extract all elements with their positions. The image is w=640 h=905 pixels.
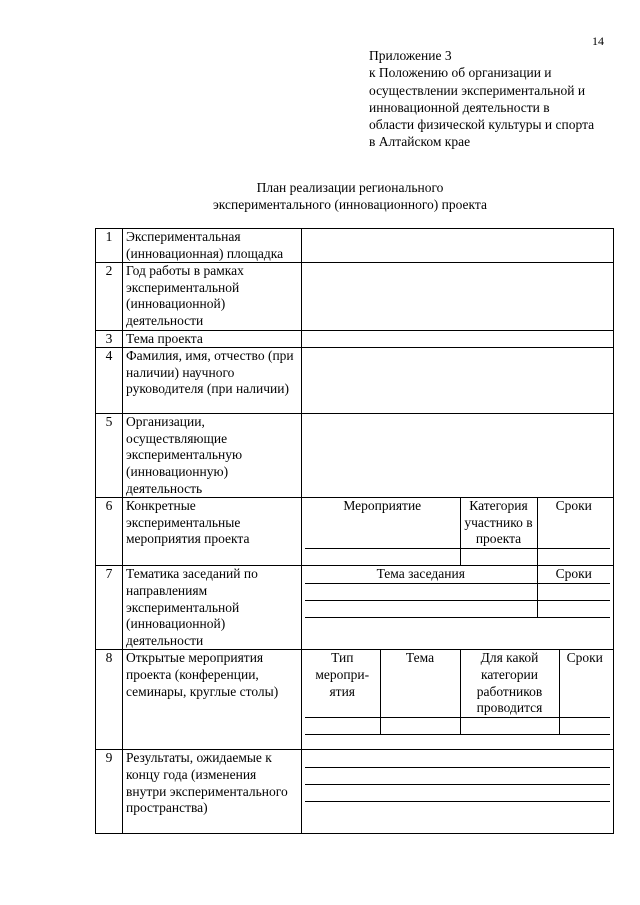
row-label: Год работы в рамках экспериментальной (инновационной) деятельности [123, 263, 302, 330]
table-row [96, 330, 614, 348]
row-label: Тематика заседаний по направлениям экспериментальной (инновационной) деятельности [123, 566, 302, 650]
meetings-subtable [305, 566, 610, 618]
empty-cell [460, 548, 537, 565]
empty-cell [537, 584, 610, 601]
column-header: Категория участнико в проекта [460, 498, 537, 548]
plan-table [95, 228, 614, 834]
results-subtable [305, 750, 610, 802]
column-header: Сроки [537, 498, 610, 548]
events-subtable [305, 650, 610, 734]
column-header: Тип меропри-ятия [305, 650, 380, 717]
column-header: Тема [380, 650, 460, 717]
row-label: Фамилия, имя, отчество (при наличии) научного руководителя (при наличии) [123, 348, 302, 414]
annex-line: осуществлении экспериментальной и [369, 82, 586, 98]
value-cell [302, 348, 614, 414]
value-cell [302, 229, 614, 263]
empty-cell [305, 548, 460, 565]
table-row [96, 414, 614, 498]
empty-cell [305, 767, 610, 784]
empty-cell [380, 717, 460, 734]
empty-cell [305, 784, 610, 801]
empty-cell [460, 734, 559, 735]
row-label: Организации, осуществляющие экспериментальную (инновационную) деятельность [123, 414, 302, 498]
row-label: Открытые мероприятия проекта (конференции, семинары, круглые столы) [123, 650, 302, 750]
annex-line: Приложение 3 [369, 48, 452, 63]
row-number: 7 [96, 566, 123, 650]
empty-cell [305, 801, 610, 802]
activities-subtable [305, 498, 610, 565]
annex-line: в Алтайском крае [369, 134, 471, 150]
empty-cell [460, 717, 559, 734]
table-row [96, 348, 614, 414]
column-header: Мероприятие [305, 498, 460, 548]
row-number: 8 [96, 650, 123, 750]
document-title [0, 179, 640, 213]
page-number: 14 [592, 34, 604, 48]
row-label: Конкретные экспериментальные мероприятия проекта [123, 498, 302, 566]
meetings-subtable-cell [302, 566, 614, 650]
empty-cell [305, 750, 610, 767]
row-number: 4 [96, 348, 123, 414]
column-header: Сроки [537, 566, 610, 583]
table-row [96, 650, 614, 750]
value-cell [302, 330, 614, 348]
annex-line: инновационной деятельности в [369, 99, 550, 115]
table-row [96, 229, 614, 263]
empty-cell [559, 717, 610, 734]
annex-line: области физической культуры и спорта [369, 117, 595, 133]
empty-cell [559, 734, 610, 735]
empty-cell [305, 618, 537, 619]
row-number: 5 [96, 414, 123, 498]
row-number: 9 [96, 750, 123, 834]
column-header: Сроки [559, 650, 610, 717]
title-line: План реализации регионального [256, 180, 444, 195]
empty-cell [537, 618, 610, 619]
column-header: Тема заседания [305, 566, 537, 583]
empty-cell [305, 734, 380, 735]
row-number: 2 [96, 263, 123, 330]
table-row [96, 498, 614, 566]
row-label: Тема проекта [123, 330, 302, 348]
table-row [96, 263, 614, 330]
empty-cell [305, 601, 537, 618]
activities-subtable-cell [302, 498, 614, 566]
row-label: Экспериментальная (инновационная) площадка [123, 229, 302, 263]
title-line: экспериментального (инновационного) проекта [213, 197, 487, 212]
table-row [96, 566, 614, 650]
annex-line: к Положению об организации и [369, 65, 552, 81]
events-subtable-cell [302, 650, 614, 750]
empty-cell [305, 717, 380, 734]
empty-cell [305, 584, 537, 601]
annex-note [369, 47, 631, 151]
empty-cell [537, 548, 610, 565]
value-cell [302, 414, 614, 498]
empty-cell [380, 734, 460, 735]
value-cell [302, 263, 614, 330]
row-number: 1 [96, 229, 123, 263]
results-subtable-cell [302, 750, 614, 834]
empty-cell [537, 601, 610, 618]
row-number: 3 [96, 330, 123, 348]
table-row [96, 750, 614, 834]
row-label: Результаты, ожидаемые к концу года (изменения внутри экспериментального пространства) [123, 750, 302, 834]
column-header: Для какой категории работников проводится [460, 650, 559, 717]
row-number: 6 [96, 498, 123, 566]
